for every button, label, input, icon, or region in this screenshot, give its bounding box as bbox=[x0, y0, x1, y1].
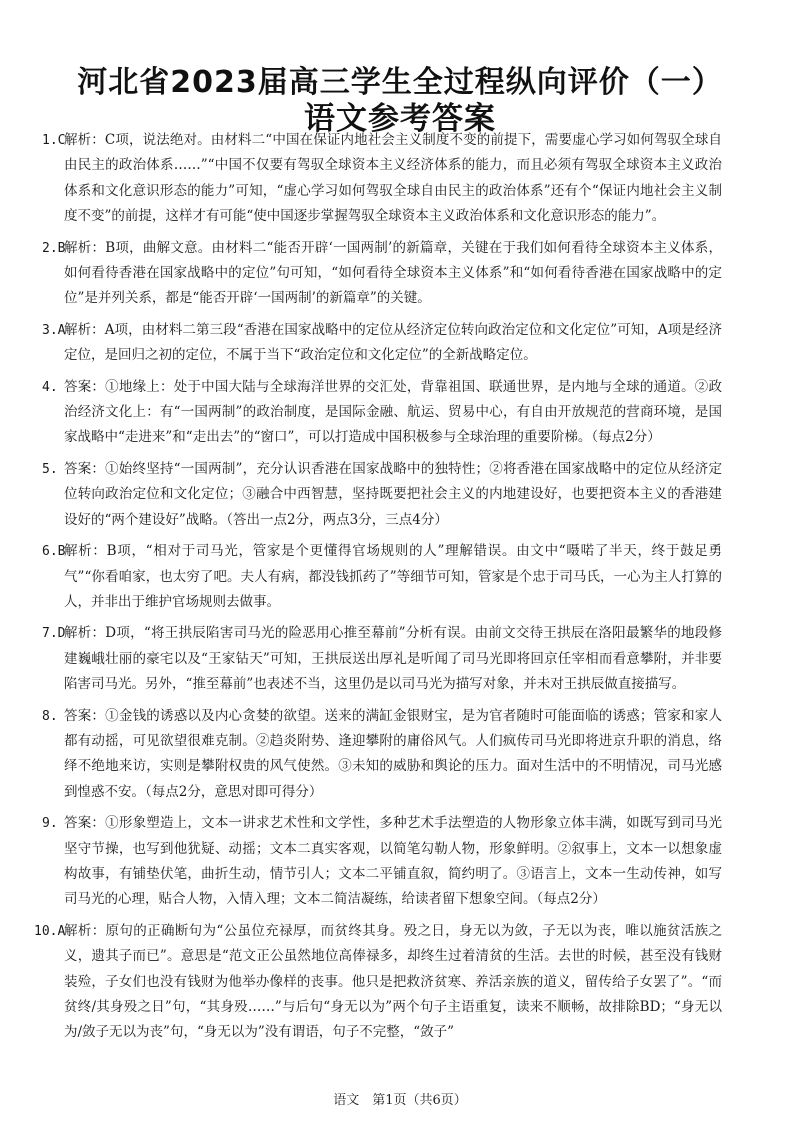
answer-text: 解析：A项，由材料二第三段“香港在国家战略中的定位从经济定位转向政治定位和文化定位”可知，A项是经济定位，是回归之初的定位，不属于当下“政治定位和文化定位”的全新战略定位。 bbox=[64, 321, 722, 364]
answer-number: 5. bbox=[42, 461, 58, 477]
answer-item-5 bbox=[42, 457, 722, 533]
answer-number: 7.D bbox=[42, 626, 66, 642]
answer-text: 解析：原句的正确断句为“公虽位充禄厚，而贫终其身。殁之日，身无以为敛，子无以为丧，唯以施贫活族之义，遗其子而已”。意思是“范文正公虽然地位高俸禄多，却终生过着清贫的生活。去世的时候，甚至没有钱财装殓，子女们也没有钱财为他举办像样的丧事。他只是把救济贫寒、养活亲族的道义，留传给子女罢了”。“而贫终/其身殁之日”句，“其身殁……”与后句“身无以为”两个句子主语重复，读来不顺畅，故排除BD；“身无以为/敛子无以为丧”句，“身无以为”没有谓语，句子不完整，“敛子” bbox=[64, 922, 722, 1041]
answer-item-9 bbox=[42, 811, 722, 913]
answer-number: 2.B bbox=[42, 240, 66, 256]
page-subtitle: 语文参考答案 bbox=[304, 101, 496, 137]
answer-item-8 bbox=[42, 704, 722, 806]
page-footer: 语文 第1页（共6页） bbox=[333, 1093, 467, 1108]
answer-number: 9. bbox=[42, 816, 58, 832]
answer-number: 1.C bbox=[42, 133, 66, 148]
answer-text: 解析：C项，说法绝对。由材料二“中国在保证内地社会主义制度不变的前提下，需要虚心学习如何驾驭全球自由民主的政治体系……”“中国不仅要有驾驭全球资本主义经济体系的能力，而且必须有驾驭全球资本主义政治体系和文化意识形态的能力”可知，“虚心学习如何驾驭全球自由民主的政治体系”还有个“保证内地社会主义制度不变”的前提，这样才有可能“使中国逐步掌握驾驭全球资本主义政治体系和文化意识形态的能力”。 bbox=[64, 132, 722, 225]
answer-item-7 bbox=[42, 621, 722, 697]
answer-text: 解析：B项，曲解文意。由材料二“能否开辟‘一国两制’的新篇章，关键在于我们如何看待全球资本主义体系，如何看待香港在国家战略中的定位”句可知，“如何看待全球资本主义体系”和“如何看待香港在国家战略中的定位”是并列关系，都是“能否开辟‘一国两制’的新篇章”的关键。 bbox=[64, 239, 722, 307]
answer-number: 4. bbox=[42, 379, 58, 395]
answer-list bbox=[0, 128, 800, 1046]
answer-number: 3.A bbox=[42, 322, 66, 338]
answer-text: 解析：D项，“将王拱辰陷害司马光的险恶用心推至幕前”分析有误。由前文交待王拱辰在洛阳最繁华的地段修建巍峨壮丽的豪宅以及“王家钻天”可知，王拱辰送出厚礼是听闻了司马光即将回京任宰相而看意攀附，并非要陷害司马光。另外，“推至幕前”也表述不当，这里仍是以司马光为描写对象，并未对王拱辰做直接描写。 bbox=[64, 625, 722, 693]
answer-item-6 bbox=[42, 539, 722, 615]
answer-number: 8. bbox=[42, 708, 58, 724]
answer-text: 答案：①形象塑造上，文本一讲求艺术性和文学性，多种艺术手法塑造的人物形象立体丰满，如既写到司马光坚守节操，也写到他犹疑、动摇；文本二真实客观，以简笔勾勒人物，形象鲜明。②叙事上，文本一以想象虚构故事，有铺垫伏笔，曲折生动，情节引人；文本二平铺直叙，简约明了。③语言上，文本一生动传神，如写司马光的心理，贴合人物，入情入理；文本二简洁凝练，给读者留下想象空间。（每点2分） bbox=[64, 815, 722, 908]
answer-item-1 bbox=[42, 128, 722, 230]
answer-item-2 bbox=[42, 236, 722, 312]
answer-number: 10.A bbox=[34, 923, 66, 939]
answer-text: 解析：B项，“相对于司马光，管家是个更懂得官场规则的人”理解错误。由文中“嗫喏了半天，终于鼓足勇气”“你看咱家，也太穷了吧。夫人有病，都没钱抓药了”等细节可知，管家是个忠于司马氏，一心为主人打算的人，并非出于维护官场规则去做事。 bbox=[64, 543, 722, 610]
answer-text: 答案：①始终坚持“一国两制”，充分认识香港在国家战略中的独特性；②将香港在国家战略中的定位从经济定位转向政治定位和文化定位；③融合中西智慧，坚持既要把社会主义的内地建设好，也要把资本主义的香港建设好的“两个建设好”战略。（答出一点2分，两点3分，三点4分） bbox=[64, 460, 722, 528]
answer-item-4 bbox=[42, 375, 722, 451]
page-title: 河北省2023届高三学生全过程纵向评价（一） bbox=[77, 65, 723, 100]
answer-text: 答案：①金钱的诱惑以及内心贪婪的欲望。送来的满缸金银财宝，是为官者随时可能面临的诱惑；管家和家人都有动摇，可见欲望很难克制。②趋炎附势、逢迎攀附的庸俗风气。人们疯传司马光即将进京升职的消息，络绎不绝地来访，实则是攀附权贵的风气使然。③未知的威胁和舆论的压力。面对生活中的不明情况，司马光感到惶惑不安。（每点2分，意思对即可得分） bbox=[64, 707, 722, 800]
answer-number: 6.B bbox=[42, 544, 66, 560]
answer-item-3 bbox=[42, 318, 722, 369]
answer-text: 答案：①地缘上：处于中国大陆与全球海洋世界的交汇处，背靠祖国、联通世界，是内地与全球的通道。②政治经济文化上：有“一国两制”的政治制度，是国际金融、航运、贸易中心，有自由开放规范的营商环境，是国家战略中“走进来”和“走出去”的“窗口”，可以打造成中国积极参与全球治理的重要阶梯。（每点2分） bbox=[64, 378, 722, 446]
answer-item-10 bbox=[34, 919, 722, 1046]
